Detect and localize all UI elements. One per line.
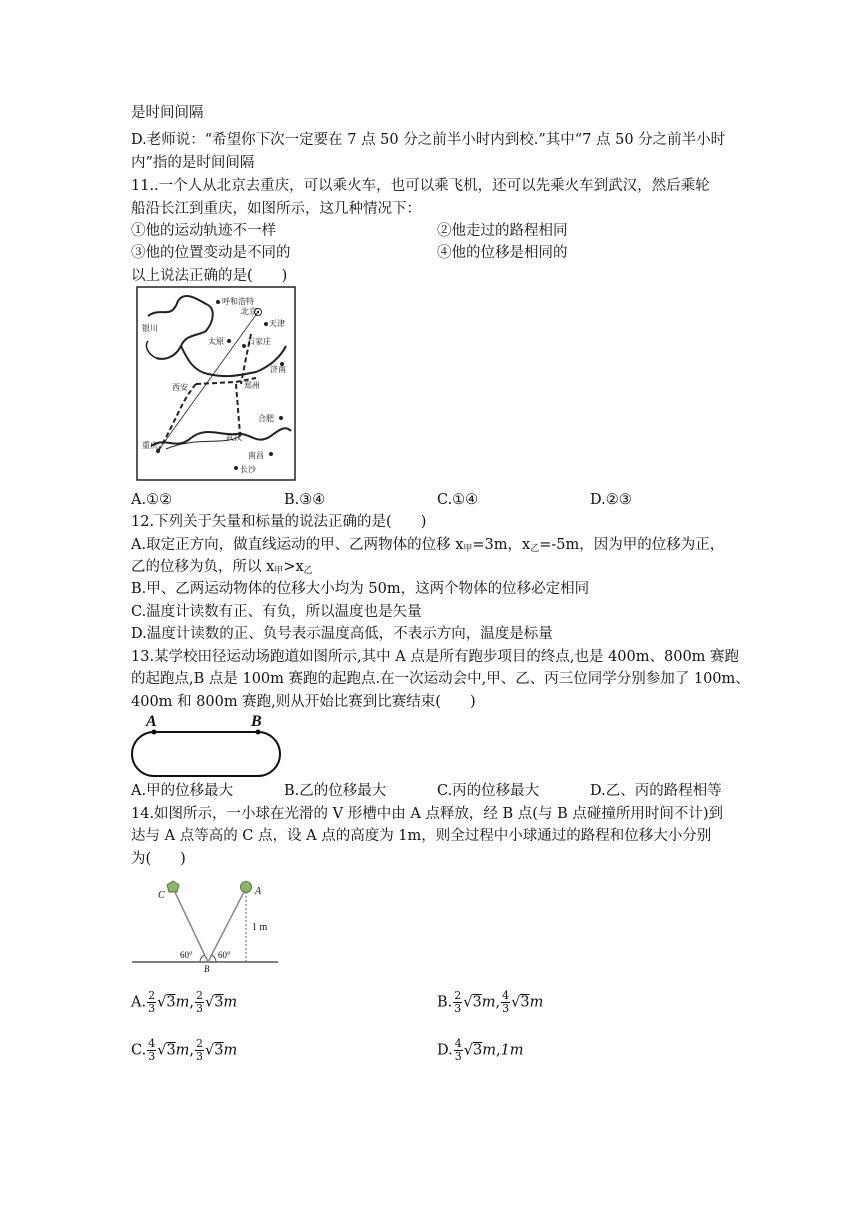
- statement-3: ③他的位置变动是不同的: [131, 245, 291, 261]
- label-beijing: 北京: [241, 307, 257, 316]
- label-xian: 西安: [172, 383, 188, 392]
- unit: m: [482, 1042, 496, 1059]
- option-label: D.: [437, 1042, 453, 1059]
- statement-4: ④他的位移是相同的: [437, 245, 568, 261]
- q11-option-a[interactable]: A.①②: [131, 492, 173, 508]
- option-label: C.: [131, 1042, 147, 1059]
- text-line: 内”指的是时间间隔: [131, 155, 255, 171]
- unit: m: [175, 994, 190, 1011]
- radicand: 3: [166, 1042, 176, 1059]
- sqrt-icon: √: [157, 1042, 167, 1059]
- question-11-prompt: 以上说法正确的是( ): [131, 268, 288, 284]
- sqrt-icon: √: [204, 994, 215, 1011]
- label-a: A: [255, 886, 262, 897]
- label-taiyuan: 太原: [208, 337, 224, 346]
- label-yinchuan: 银川: [142, 324, 158, 333]
- label-huhehaote: 呼和浩特: [222, 297, 254, 306]
- q13-option-b[interactable]: B.乙的位移最大: [284, 783, 387, 799]
- q13-option-c[interactable]: C.丙的位移最大: [437, 783, 540, 799]
- subscript: 甲: [274, 566, 284, 576]
- separator: ,: [189, 1042, 195, 1059]
- v-groove-figure: [130, 878, 280, 973]
- question-14-line: 14.如图所示，一小球在光滑的 V 形槽中由 A 点释放，经 B 点(与 B 点碰撞所用时间不计)到: [131, 806, 723, 822]
- sqrt-icon: √: [463, 1042, 473, 1059]
- q12-option-c[interactable]: C.温度计读数有正、有负，所以温度也是矢量: [131, 604, 422, 620]
- q14-option-c[interactable]: [131, 1038, 237, 1063]
- label-tianjin: 天津: [269, 319, 285, 328]
- label-hefei: 合肥: [258, 414, 274, 423]
- ball-c: [167, 881, 179, 892]
- option-label: A.: [131, 994, 147, 1011]
- question-11-line: 船沿长江到重庆，如图所示，这几种情况下：: [131, 201, 421, 217]
- option-label: B.: [437, 994, 453, 1011]
- q12-option-d[interactable]: D.温度计读数的正、负号表示温度高低，不表示方向，温度是标量: [131, 626, 553, 642]
- q11-option-c[interactable]: C.①④: [437, 492, 479, 508]
- unit: m: [223, 994, 238, 1011]
- label-changsha: 长沙: [240, 465, 256, 474]
- sqrt-icon: √: [205, 1042, 215, 1059]
- unit: m: [175, 1042, 190, 1059]
- q12-option-a[interactable]: [131, 535, 724, 559]
- q14-option-d[interactable]: [437, 1038, 524, 1063]
- q12-option-b[interactable]: B.甲、乙两运动物体的位移大小均为 50m，这两个物体的位移必定相同: [131, 581, 590, 597]
- label-shijiazhuang: 石家庄: [247, 337, 271, 346]
- radicand: 3: [520, 994, 530, 1011]
- q14-option-a[interactable]: [131, 990, 237, 1015]
- q11-option-b[interactable]: B.③④: [284, 492, 326, 508]
- question-14-line: 为( ): [131, 851, 186, 867]
- unit: m: [223, 1042, 238, 1059]
- radicand: 3: [214, 1042, 224, 1059]
- option-text: >x: [283, 559, 304, 575]
- label-height: 1 m: [252, 922, 268, 933]
- q14-option-b[interactable]: [437, 990, 543, 1015]
- separator: ,: [189, 994, 194, 1011]
- statement-2: ②他走过的路程相同: [437, 223, 568, 239]
- subscript: 乙: [303, 566, 313, 576]
- question-11-line: 11..一个人从北京去重庆，可以乘火车，也可以乘飞机，还可以先乘火车到武汉，然后乘轮: [131, 178, 710, 194]
- q11-option-d[interactable]: D.②③: [590, 492, 632, 508]
- fraction: $\frac{2}{3}$: [454, 989, 462, 1015]
- fraction: $\frac{2}{3}$: [148, 989, 156, 1015]
- text-line: D.老师说：“希望你下次一定要在 7 点 50 分之前半小时内到校.”其中“7 点 50 分之前半小时: [131, 132, 726, 148]
- label-b: B: [251, 713, 262, 730]
- question-13-line: 13.某学校田径运动场跑道如图所示,其中 A 点是所有跑步项目的终点,也是 400m、800m 赛跑: [131, 649, 740, 665]
- point-b: [256, 730, 261, 735]
- option-text: =3m，x: [472, 537, 531, 553]
- sqrt-icon: √: [463, 994, 473, 1011]
- fraction: $\frac{4}{3}$: [454, 1037, 462, 1063]
- ball-a: [241, 882, 252, 893]
- label-nanchang: 南昌: [248, 451, 264, 460]
- question-14-line: 达与 A 点等高的 C 点，设 A 点的高度为 1m，则全过程中小球通过的路程和位移大小分别: [131, 828, 712, 844]
- track-oval: [132, 732, 280, 776]
- radicand: 3: [166, 994, 176, 1011]
- option-tail: 1m: [500, 1042, 524, 1059]
- fraction: $\frac{4}{3}$: [148, 1037, 156, 1063]
- q12-option-a-cont: [131, 557, 313, 581]
- point-a: [152, 730, 157, 735]
- label-b: B: [204, 964, 210, 973]
- angle-left: 60°: [180, 950, 193, 960]
- subscript: 甲: [463, 544, 473, 554]
- separator: ,: [495, 994, 501, 1011]
- sqrt-icon: √: [157, 994, 167, 1011]
- unit: m: [529, 994, 544, 1011]
- radicand: 3: [472, 994, 482, 1011]
- china-map-figure: [136, 286, 296, 481]
- label-zhengzhou: 郑州: [244, 381, 260, 390]
- label-wuhan: 武汉: [226, 433, 242, 442]
- text-line: 是时间间隔: [131, 105, 204, 121]
- question-12: 12.下列关于矢量和标量的说法正确的是( ): [131, 514, 427, 530]
- unit: m: [481, 994, 496, 1011]
- label-jinan: 济南: [270, 365, 286, 374]
- statement-1: ①他的运动轨迹不一样: [131, 223, 276, 239]
- subscript: 乙: [530, 544, 540, 554]
- angle-right: 60°: [218, 950, 231, 960]
- fraction: $\frac{2}{3}$: [195, 989, 203, 1015]
- question-13-line: 400m 和 800m 赛跑,则从开始比赛到比赛结束( ): [131, 694, 476, 710]
- sqrt-icon: √: [511, 994, 521, 1011]
- q13-option-d[interactable]: D.乙、丙的路程相等: [590, 783, 722, 799]
- label-c: C: [158, 890, 165, 901]
- label-a: A: [146, 713, 157, 730]
- option-text: =-5m，因为甲的位移为正，: [539, 537, 725, 553]
- option-text: A.取定正方向，做直线运动的甲、乙两物体的位移 x: [131, 537, 464, 553]
- option-text: 乙的位移为负，所以 x: [131, 559, 275, 575]
- running-track-figure: [130, 710, 285, 780]
- fraction: $\frac{2}{3}$: [196, 1037, 204, 1063]
- fraction: $\frac{4}{3}$: [502, 989, 510, 1015]
- label-chongqing: 重庆: [142, 441, 158, 450]
- separator: ,: [495, 1042, 501, 1059]
- radicand: 3: [214, 994, 224, 1011]
- radicand: 3: [472, 1042, 483, 1059]
- question-13-line: 的起跑点,B 点是 100m 赛跑的起跑点.在一次运动会中,甲、乙、丙三位同学分别参加了 100m、: [131, 671, 750, 687]
- q13-option-a[interactable]: A.甲的位移最大: [131, 783, 234, 799]
